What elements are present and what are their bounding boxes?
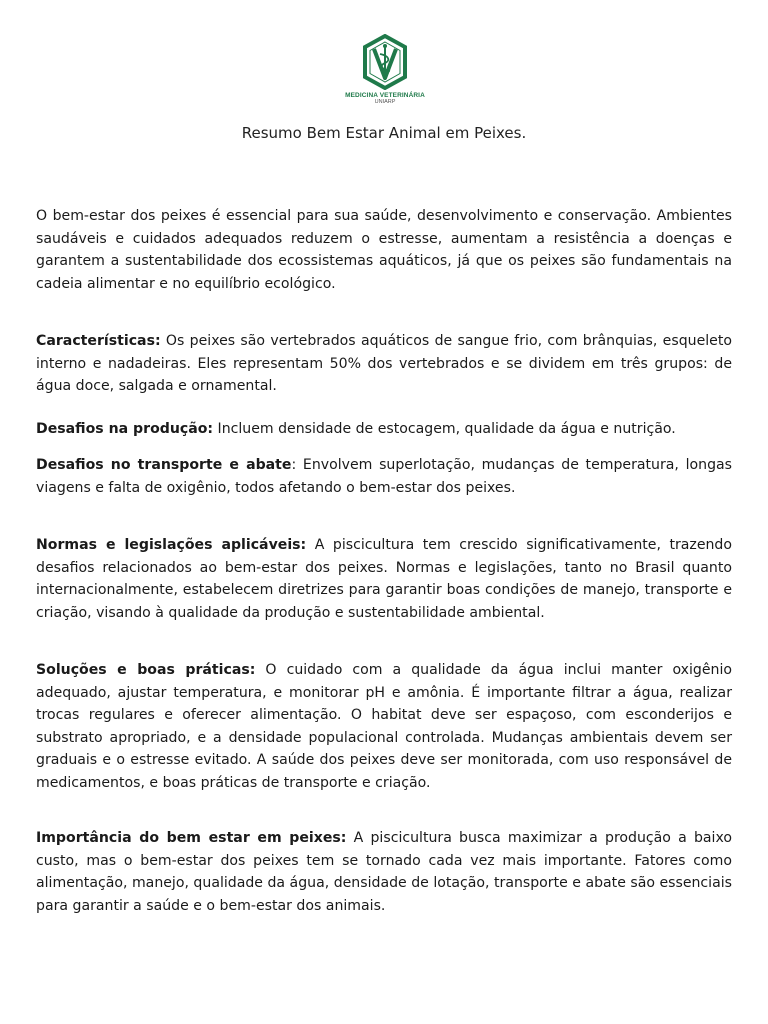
paragraph-text: A piscicultura tem crescido significativamente, trazendo desafios relacionados ao bem-estar dos peixes. Normas e legislações, tanto no Brasil quanto internacionalmente, estabelecem diretrizes para garantir boas condições de manejo, transporte e criação, visando à qualidade da produção e sustentabilidade ambiental. — [36, 537, 733, 621]
logo-title: MEDICINA VETERINÁRIA — [345, 92, 425, 99]
paragraph-text: O cuidado com a qualidade da água inclui manter oxigênio adequado, ajustar temperatura, e monitorar pH e amônia. É importante filtrar a água, realizar trocas regulares e oferecer alimentação. O habitat deve ser espaçoso, com esconderijos e substrato apropriado, e a densidade populacional controlada. Mudanças ambientais devem ser graduais e o estresse evitado. A saúde dos peixes deve ser monitorada, com uso responsável de medicamentos, e boas práticas de transporte e criação. — [36, 662, 732, 791]
paragraph-importancia — [36, 827, 732, 917]
paragraph-heading: Características: — [36, 333, 161, 349]
paragraph-normas — [36, 534, 732, 624]
veterinary-caduceus-icon — [362, 34, 408, 90]
logo-subtitle: UNIARP — [374, 99, 396, 105]
paragraph-text: Incluem densidade de estocagem, qualidade da água e nutrição. — [213, 421, 676, 437]
paragraph-text: O bem-estar dos peixes é essencial para sua saúde, desenvolvimento e conservação. Ambientes saudáveis e cuidados adequados reduzem o estresse, aumentam a resistência a doenças e garantem a sustentabilidade dos ecossistemas aquáticos, já que os peixes são fundamentais na cadeia alimentar e no equilíbrio ecológico. — [36, 208, 732, 292]
document-title: Resumo Bem Estar Animal em Peixes. — [241, 124, 527, 142]
paragraph-text: Os peixes são vertebrados aquáticos de sangue frio, com brânquias, esqueleto interno e nadadeiras. Eles representam 50% dos vertebrados e se dividem em três grupos: de água doce, salgada e ornamental. — [36, 333, 732, 394]
paragraph-caracteristicas — [36, 330, 732, 398]
logo — [343, 34, 427, 105]
paragraph-text: A piscicultura busca maximizar a produção a baixo custo, mas o bem-estar dos peixes tem se tornado cada vez mais importante. Fatores como alimentação, manejo, qualidade da água, densidade de lotação, transporte e abate são essenciais para garantir a saúde e o bem-estar dos animais. — [36, 830, 733, 914]
paragraph-heading: Desafios no transporte e abate — [36, 457, 292, 473]
paragraph-text: : Envolvem superlotação, mudanças de temperatura, longas viagens e falta de oxigênio, todos afetando o bem-estar dos peixes. — [36, 457, 732, 496]
paragraph-desafios-transporte — [36, 454, 732, 499]
paragraph-heading: Soluções e boas práticas: — [36, 662, 256, 678]
paragraph-solucoes — [36, 659, 732, 794]
paragraph-heading: Normas e legislações aplicáveis: — [36, 537, 307, 553]
paragraph-heading: Importância do bem estar em peixes: — [36, 830, 347, 846]
paragraph-heading: Desafios na produção: — [36, 421, 214, 437]
paragraph-intro — [36, 205, 732, 295]
paragraph-desafios-producao — [36, 418, 732, 441]
